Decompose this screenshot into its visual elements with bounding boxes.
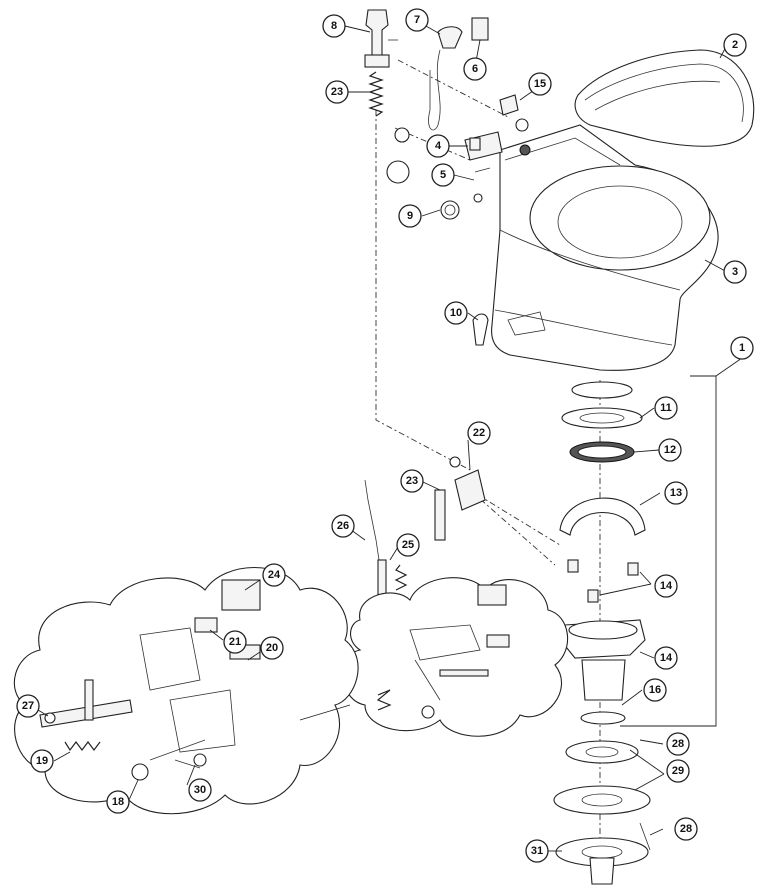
callout-14-lower-label: 14	[659, 652, 673, 664]
flush-valve-body	[562, 620, 645, 724]
callout-21	[224, 631, 246, 653]
callout-29	[667, 760, 689, 782]
callout-31	[526, 840, 548, 862]
callout-18-label: 18	[111, 796, 125, 808]
callout-2-label: 2	[731, 39, 739, 51]
callout-26-label: 26	[336, 520, 350, 532]
callout-21-label: 21	[228, 636, 242, 648]
detail-cloud-left	[14, 568, 358, 814]
callout-15-label: 15	[533, 78, 547, 90]
callout-14-lower	[655, 647, 677, 669]
seat-lid-part	[575, 50, 754, 146]
callout-26	[332, 515, 354, 537]
callout-8	[323, 15, 345, 37]
callout-6	[464, 58, 486, 80]
callout-4	[427, 135, 449, 157]
callout-27	[17, 695, 39, 717]
callout-9	[399, 205, 421, 227]
callout-27-label: 27	[21, 700, 35, 712]
callout-24	[263, 564, 285, 586]
callout-31-label: 31	[530, 845, 544, 857]
callout-25-label: 25	[401, 539, 415, 551]
callout-18	[107, 791, 129, 813]
flush-ring-parts	[560, 382, 645, 602]
callout-29-label: 29	[671, 765, 685, 777]
callout-25	[397, 534, 419, 556]
callout-28-upper-label: 28	[671, 738, 685, 750]
callout-23-bottom-label: 23	[405, 475, 419, 487]
callout-23-top-label: 23	[330, 86, 344, 98]
callout-12	[659, 439, 681, 461]
flush-handle-part	[473, 314, 488, 345]
callout-10	[445, 302, 467, 324]
callout-14-upper	[655, 575, 677, 597]
callout-30-label: 30	[193, 784, 207, 796]
callout-11	[655, 397, 677, 419]
callout-28-upper	[667, 733, 689, 755]
callout-12-label: 12	[663, 444, 677, 456]
callout-9-label: 9	[406, 210, 414, 222]
callout-10-label: 10	[449, 307, 463, 319]
spring-part-top	[370, 72, 382, 116]
callout-19-label: 19	[35, 755, 49, 767]
callout-23-bottom	[401, 470, 423, 492]
callout-5-label: 5	[439, 169, 447, 181]
callout-24-label: 24	[267, 569, 281, 581]
callout-16-label: 16	[648, 684, 662, 696]
callout-19	[31, 750, 53, 772]
callout-13	[665, 482, 687, 504]
floor-flange-parts	[554, 741, 650, 884]
callout-22-label: 22	[472, 427, 486, 439]
callout-28-lower-label: 28	[679, 823, 693, 835]
toilet-bowl-part	[492, 125, 719, 370]
callout-11-label: 11	[660, 402, 672, 414]
callout-28-lower	[675, 818, 697, 840]
callout-7-label: 7	[413, 14, 421, 26]
callout-8-label: 8	[330, 20, 338, 32]
callout-16	[644, 679, 666, 701]
callout-7	[406, 9, 428, 31]
callout-4-label: 4	[434, 140, 442, 152]
callout-30	[189, 779, 211, 801]
callout-14-upper-label: 14	[659, 580, 673, 592]
callout-3	[724, 261, 746, 283]
callout-5	[432, 164, 454, 186]
callout-6-label: 6	[471, 63, 479, 75]
callout-15	[529, 73, 551, 95]
callout-2	[724, 34, 746, 56]
detail-cloud-right	[343, 578, 568, 737]
callout-20	[261, 637, 283, 659]
callout-20-label: 20	[265, 642, 279, 654]
callout-13-label: 13	[669, 487, 683, 499]
callout-3-label: 3	[731, 266, 739, 278]
callout-1-label: 1	[738, 342, 746, 354]
callout-22	[468, 422, 490, 444]
callout-23-top	[326, 81, 348, 103]
callout-1	[731, 337, 753, 359]
